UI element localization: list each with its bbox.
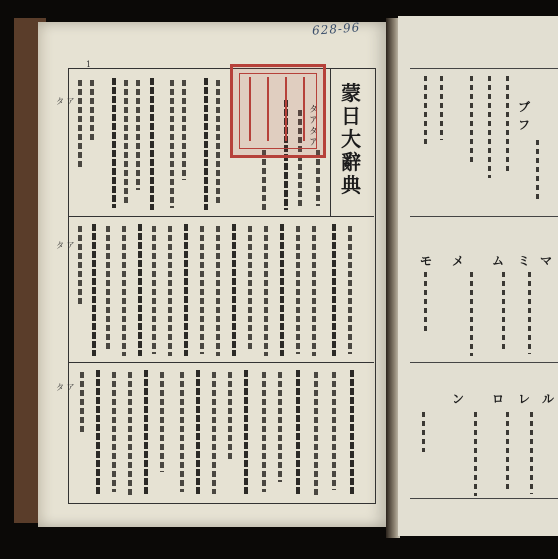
text-column: [138, 224, 142, 356]
text-column: [248, 226, 252, 352]
right-text-column: [424, 76, 427, 146]
text-column: [312, 226, 316, 356]
seal-glyph-stroke: [303, 77, 315, 141]
text-column: [212, 372, 216, 494]
text-column: [280, 224, 284, 356]
text-column: [200, 226, 204, 354]
title-column-divider: [330, 68, 331, 216]
right-text-column: [528, 272, 531, 354]
text-column: [150, 78, 154, 210]
text-column: [350, 370, 354, 496]
text-column: [80, 372, 84, 432]
right-bottom-rule: [410, 498, 558, 499]
right-heading: モ: [420, 254, 433, 268]
margin-label-2: タ ア: [56, 241, 75, 250]
right-top-rule: [410, 68, 558, 69]
text-column: [152, 226, 156, 354]
text-column: [316, 150, 320, 206]
text-column: [122, 226, 126, 356]
text-column: [144, 370, 148, 496]
right-text-column: [440, 76, 443, 140]
right-text-column: [506, 76, 509, 172]
dictionary-title: 蒙日大辭典: [341, 81, 361, 197]
right-text-column: [488, 76, 491, 178]
right-heading: ブ: [518, 100, 531, 114]
right-text-column: [422, 412, 425, 452]
text-column: [264, 226, 268, 356]
right-text-column: [536, 140, 539, 200]
header-kana: タアタア: [307, 104, 317, 148]
text-column: [92, 224, 96, 356]
right-heading: フ: [518, 118, 531, 132]
seal-glyph-stroke: [285, 77, 297, 141]
text-column: [332, 372, 336, 490]
library-seal: [230, 64, 326, 158]
right-divider-2: [410, 362, 558, 363]
text-column: [96, 370, 100, 496]
text-column: [180, 372, 184, 492]
text-column: [170, 80, 174, 208]
text-column: [244, 370, 248, 496]
text-column: [296, 370, 300, 496]
text-column: [262, 150, 266, 210]
right-heading: ル: [542, 392, 555, 406]
text-column: [228, 372, 232, 462]
right-text-column: [424, 272, 427, 332]
seal-glyph-stroke: [267, 77, 279, 141]
text-column: [112, 372, 116, 492]
text-column: [78, 226, 82, 306]
text-column: [296, 226, 300, 354]
text-column: [262, 372, 266, 492]
right-heading: ム: [492, 254, 505, 268]
text-column: [112, 78, 116, 208]
text-column: [136, 80, 140, 190]
right-heading: ロ: [492, 392, 505, 406]
text-column: [216, 226, 220, 356]
right-divider-1: [410, 216, 558, 217]
right-text-column: [502, 272, 505, 352]
section-divider-2: [68, 362, 374, 363]
right-heading: ミ: [518, 254, 531, 268]
text-column: [204, 78, 208, 210]
right-text-column: [506, 412, 509, 492]
text-column: [128, 372, 132, 496]
seal-glyph-stroke: [249, 77, 261, 141]
text-column: [216, 80, 220, 206]
right-heading: メ: [452, 254, 465, 268]
text-column: [168, 226, 172, 356]
text-column: [106, 226, 110, 350]
text-column: [78, 80, 82, 170]
right-heading: ン: [452, 392, 465, 406]
text-column: [90, 80, 94, 140]
handwritten-catalog-number: 628-96: [311, 20, 361, 38]
margin-label-1: タ ア: [56, 97, 75, 106]
right-page: [398, 16, 558, 536]
text-column: [314, 372, 318, 496]
page-number: 1: [86, 60, 92, 69]
text-column: [184, 224, 188, 356]
text-column: [196, 370, 200, 496]
right-text-column: [470, 76, 473, 164]
right-text-column: [474, 412, 477, 496]
text-column: [348, 226, 352, 354]
right-heading: マ: [540, 254, 553, 268]
text-column: [124, 80, 128, 205]
text-column: [182, 80, 186, 180]
text-column: [232, 224, 236, 356]
section-divider-1: [68, 216, 374, 217]
margin-label-3: タ ア: [56, 383, 75, 392]
text-column: [160, 372, 164, 472]
right-heading: レ: [518, 392, 531, 406]
right-text-column: [530, 412, 533, 494]
right-text-column: [470, 272, 473, 356]
text-column: [332, 224, 336, 356]
text-column: [278, 372, 282, 482]
